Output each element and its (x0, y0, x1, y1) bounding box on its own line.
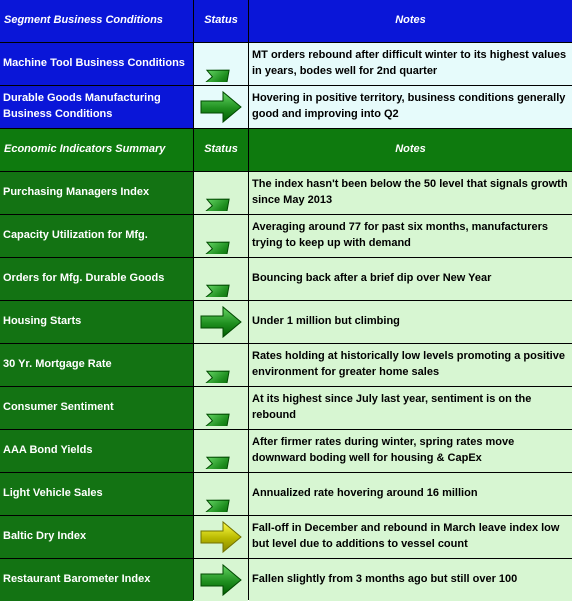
status-cell (194, 473, 248, 515)
status-cell (194, 43, 248, 85)
segment-header-status: Status (194, 0, 248, 42)
table-row-note: At its highest since July last year, sentiment is on the rebound (249, 387, 572, 429)
table-row-note: Fallen slightly from 3 months ago but still over 100 (249, 559, 572, 601)
table-row-note: The index hasn't been below the 50 level that signals growth since May 2013 (249, 172, 572, 214)
table-row-label: Orders for Mfg. Durable Goods (0, 258, 193, 300)
table-row-note: After firmer rates during winter, spring rates move downward boding well for housing & CapEx (249, 430, 572, 472)
economic-header-notes: Notes (249, 129, 572, 171)
table-row-label: AAA Bond Yields (0, 430, 193, 472)
table-row-label: Consumer Sentiment (0, 387, 193, 429)
status-cell (194, 301, 248, 343)
status-cell (194, 258, 248, 300)
economic-header-label: Economic Indicators Summary (0, 129, 193, 171)
up-right-arrow-icon (199, 218, 243, 254)
up-right-arrow-icon (199, 46, 243, 82)
up-right-arrow-icon (199, 390, 243, 426)
status-cell (194, 516, 248, 558)
table-row-note: Rates holding at historically low levels promoting a positive environment for greater home sales (249, 344, 572, 386)
table-row-label: Restaurant Barometer Index (0, 559, 193, 601)
right-arrow-icon (199, 304, 243, 340)
status-cell (194, 344, 248, 386)
table-row-label: Machine Tool Business Conditions (0, 43, 193, 85)
right-arrow-icon (199, 562, 243, 598)
table-row-label: Durable Goods Manufacturing Business Conditions (0, 86, 193, 128)
status-cell (194, 559, 248, 601)
table-row-label: Purchasing Managers Index (0, 172, 193, 214)
status-cell (194, 215, 248, 257)
table-row-note: Hovering in positive territory, business conditions generally good and improving into Q2 (249, 86, 572, 128)
economic-header-status: Status (194, 129, 248, 171)
up-right-arrow-icon (199, 476, 243, 512)
table-row-note: Averaging around 77 for past six months, manufacturers trying to keep up with demand (249, 215, 572, 257)
up-right-arrow-icon (199, 433, 243, 469)
status-cell (194, 387, 248, 429)
table-row-label: Light Vehicle Sales (0, 473, 193, 515)
table-row-note: Under 1 million but climbing (249, 301, 572, 343)
right-arrow-icon (199, 89, 243, 125)
up-right-arrow-icon (199, 261, 243, 297)
table-row-label: Baltic Dry Index (0, 516, 193, 558)
right-arrow-icon (199, 519, 243, 555)
status-cell (194, 430, 248, 472)
table-row-note: Annualized rate hovering around 16 million (249, 473, 572, 515)
table-row-label: 30 Yr. Mortgage Rate (0, 344, 193, 386)
table-row-note: Bouncing back after a brief dip over New Year (249, 258, 572, 300)
status-cell (194, 86, 248, 128)
table-row-label: Housing Starts (0, 301, 193, 343)
segment-header-label: Segment Business Conditions (0, 0, 193, 42)
status-cell (194, 172, 248, 214)
table-row-label: Capacity Utilization for Mfg. (0, 215, 193, 257)
up-right-arrow-icon (199, 175, 243, 211)
table-row-note: Fall-off in December and rebound in March leave index low but level due to additions to vessel count (249, 516, 572, 558)
segment-header-notes: Notes (249, 0, 572, 42)
up-right-arrow-icon (199, 347, 243, 383)
table-row-note: MT orders rebound after difficult winter to its highest values in years, bodes well for 2nd quarter (249, 43, 572, 85)
